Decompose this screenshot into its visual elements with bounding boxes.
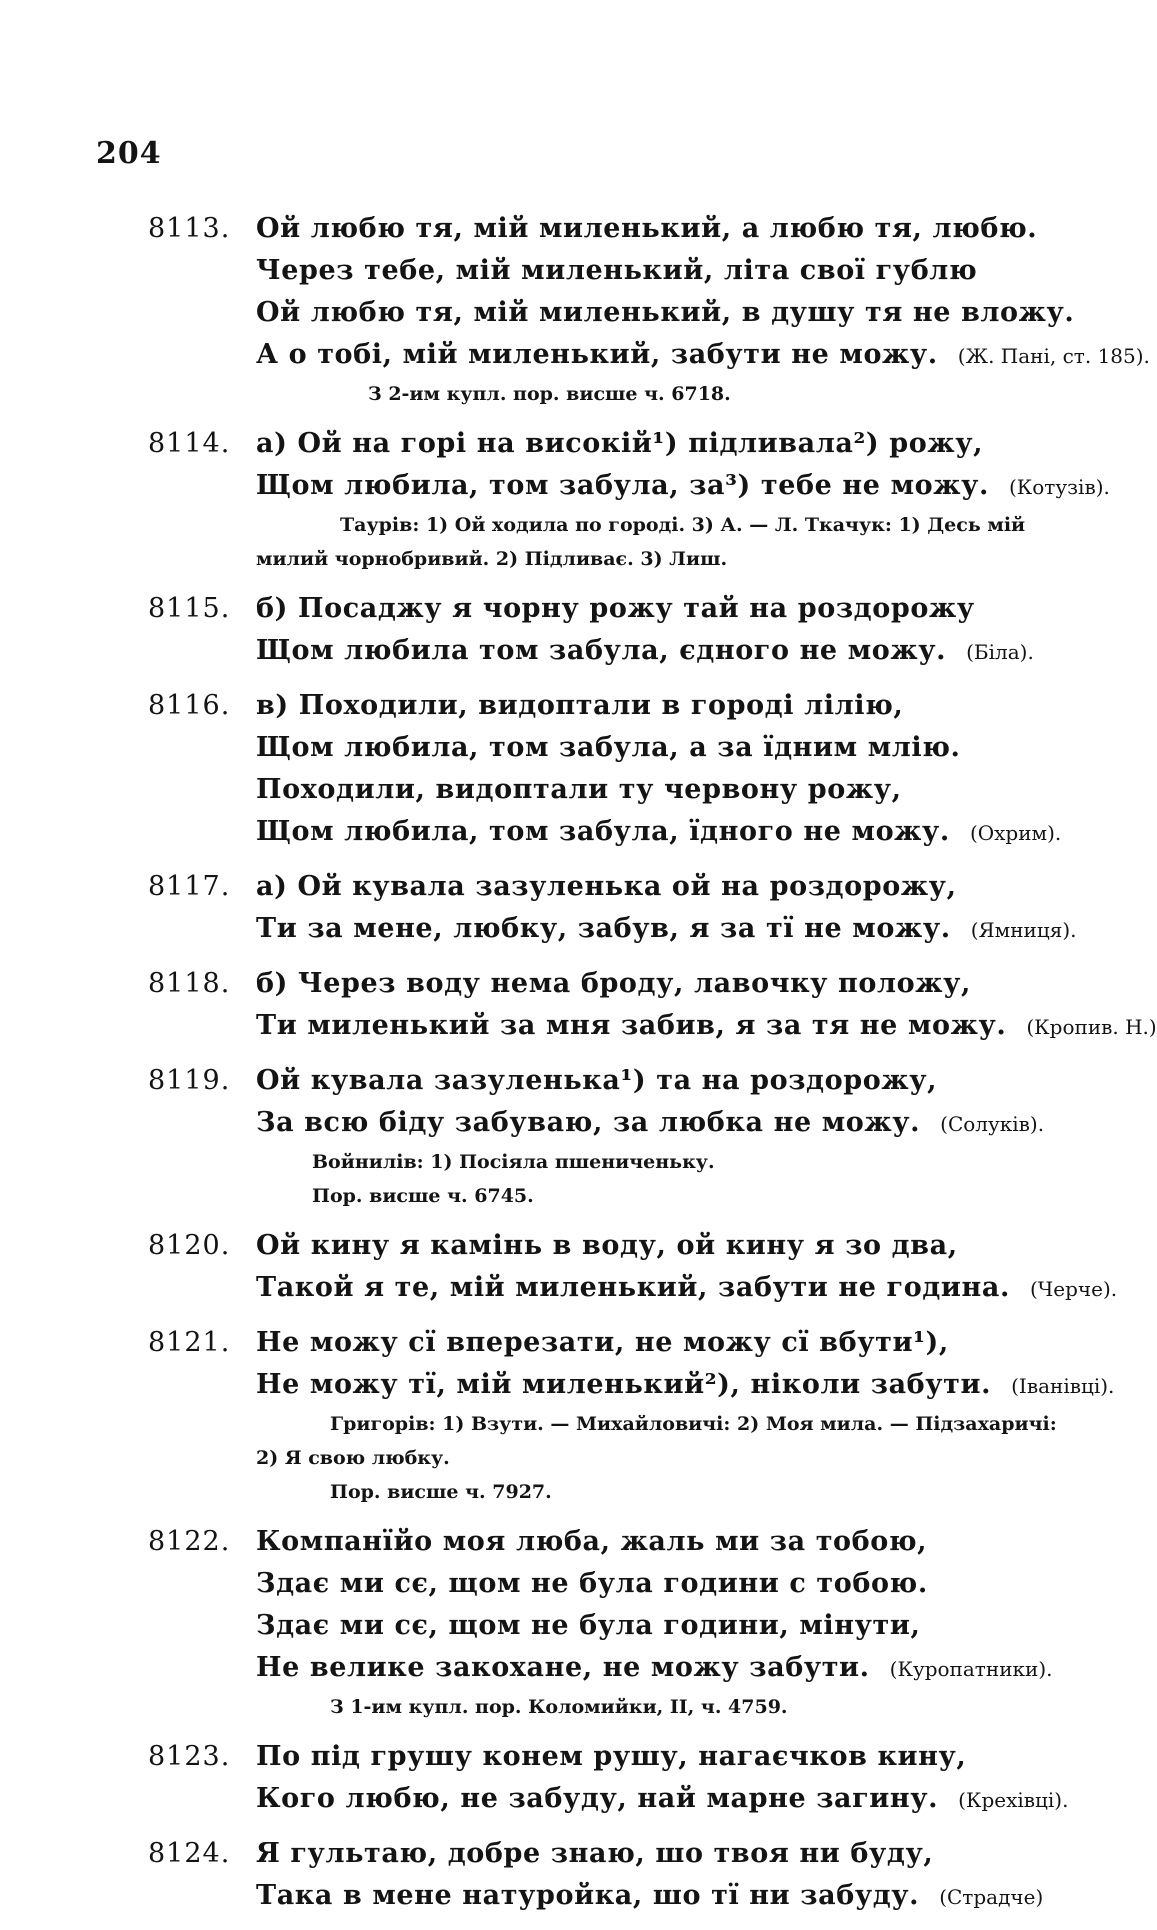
variant-note: 2) Я свою любку. — [256, 1447, 450, 1469]
verse-line: б) Через воду нема броду, лавочку положу, — [256, 968, 972, 999]
verse-line-with-source — [256, 630, 1140, 673]
verse-line: Ой кину я камінь в воду, ой кину я зо два, — [256, 1230, 958, 1261]
verse-line: Ой любю тя, мій миленький, а любю тя, любю. — [256, 213, 1038, 244]
source-label: (Страдче) — [939, 1885, 1044, 1909]
verse-line: Щом любила, том забула, а за їдним млію. — [256, 732, 961, 763]
verse-text: Такой я те, мій миленький, забути не година. — [256, 1272, 1010, 1303]
source-label: (Біла). — [966, 640, 1034, 664]
verse-line: Походили, видоптали ту червону рожу, — [256, 774, 902, 805]
verse-line-with-source — [256, 334, 1150, 377]
entry-8118 — [0, 963, 1157, 1048]
verse-line: а) Ой кувала зазуленька ой на роздорожу, — [256, 871, 957, 902]
verse-text: Щом любила том забула, єдного не можу. — [256, 635, 947, 666]
variant-note: З 2-им купл. пор. висше ч. 6718. — [368, 383, 731, 405]
source-label: (Ж. Пані, ст. 185). — [957, 344, 1150, 368]
source-label: (Куропатники). — [889, 1657, 1053, 1681]
entry-8117 — [0, 866, 1140, 951]
verse-line-with-source — [256, 465, 1140, 508]
verse-entries — [0, 208, 1157, 1930]
entry-8120 — [0, 1225, 1140, 1310]
page-number: 204 — [96, 136, 162, 171]
verse-text: За всю біду забуваю, за любка не можу. — [256, 1107, 921, 1138]
variant-note: Таурів: 1) Ой ходила по городі. 3) А. — Л. Ткачук: 1) Десь мій — [340, 514, 1026, 536]
variant-note: Пор. висше ч. 6745. — [312, 1185, 534, 1207]
source-label: (Черче). — [1030, 1277, 1118, 1301]
verse-line-with-source — [256, 1267, 1140, 1310]
entry-8119 — [0, 1060, 1140, 1213]
entry-number: 8120. — [148, 1230, 231, 1261]
verse-line-with-source — [256, 811, 1140, 854]
verse-line: Через тебе, мій миленький, літа свої гублю — [256, 255, 978, 286]
verse-line: в) Походили, видоптали в городі лілію, — [256, 690, 904, 721]
verse-line-with-source — [256, 908, 1140, 951]
entry-number: 8121. — [148, 1327, 231, 1358]
verse-line-with-source — [256, 1647, 1140, 1690]
verse-line-with-source — [256, 1005, 1157, 1048]
verse-text: Ти миленький за мня забив, я за тя не можу. — [256, 1010, 1007, 1041]
variant-note: Пор. висше ч. 7927. — [330, 1481, 552, 1503]
verse-text: Не велике закохане, не можу забути. — [256, 1652, 870, 1683]
entry-8113 — [0, 208, 1150, 411]
entry-8123 — [0, 1736, 1140, 1821]
entry-8121 — [0, 1322, 1140, 1509]
verse-line-with-source — [256, 1102, 1140, 1145]
source-label: (Іванівці). — [1011, 1374, 1115, 1398]
source-label: (Ямниця). — [970, 918, 1077, 942]
entry-number: 8118. — [148, 968, 231, 999]
entry-number: 8113. — [148, 213, 231, 244]
verse-line-with-source — [256, 1778, 1140, 1821]
verse-text: Не можу тї, мій миленький²), ніколи забути. — [256, 1369, 992, 1400]
verse-text: Кого любю, не забуду, най марне загину. — [256, 1783, 939, 1814]
verse-line: Ой кувала зазуленька¹) та на роздорожу, — [256, 1065, 938, 1096]
entry-number: 8116. — [148, 690, 231, 721]
variant-note: З 1-им купл. пор. Коломийки, II, ч. 4759. — [330, 1696, 788, 1718]
verse-line: Здає ми сє, щом не була години, мінути, — [256, 1610, 921, 1641]
entry-8114 — [0, 423, 1140, 576]
verse-text: Ти за мене, любку, забув, я за тї не можу. — [256, 913, 951, 944]
verse-text: Щом любила, том забула, за³) тебе не можу. — [256, 470, 989, 501]
source-label: (Котузів). — [1008, 475, 1110, 499]
verse-line: Не можу сї вперезати, не можу сї вбути¹), — [256, 1327, 949, 1358]
entry-number: 8124. — [148, 1838, 231, 1869]
entry-8124 — [0, 1833, 1140, 1918]
source-label: (Крехівці). — [958, 1788, 1069, 1812]
entry-8116 — [0, 685, 1140, 854]
entry-8122 — [0, 1521, 1140, 1724]
verse-text: Така в мене натуройка, шо тї ни забуду. — [256, 1880, 920, 1911]
verse-line: Здає ми сє, щом не була години с тобою. — [256, 1568, 928, 1599]
entry-number: 8114. — [148, 428, 231, 459]
verse-line: Ой любю тя, мій миленький, в душу тя не вложу. — [256, 297, 1075, 328]
verse-line-with-source — [256, 1364, 1140, 1407]
verse-text: Щом любила, том забула, їдного не можу. — [256, 816, 950, 847]
entry-8115 — [0, 588, 1140, 673]
variant-note: Войнилів: 1) Посіяла пшениченьку. — [312, 1151, 715, 1173]
verse-line: Я гультаю, добре знаю, шо твоя ни буду, — [256, 1838, 934, 1869]
verse-line: Компанїйо моя люба, жаль ми за тобою, — [256, 1526, 928, 1557]
variant-note: Григорів: 1) Взути. — Михайловичі: 2) Моя мила. — Підзахаричі: — [330, 1413, 1057, 1435]
source-label: (Охрим). — [969, 821, 1062, 845]
entry-number: 8115. — [148, 593, 231, 624]
entry-number: 8117. — [148, 871, 231, 902]
entry-number: 8119. — [148, 1065, 231, 1096]
source-label: (Кропив. Н.) — [1026, 1015, 1157, 1039]
verse-line-with-source — [256, 1875, 1140, 1918]
verse-line: По під грушу конем рушу, нагаєчков кину, — [256, 1741, 967, 1772]
verse-line: а) Ой на горі на високій¹) підливала²) рожу, — [256, 428, 984, 459]
source-label: (Солуків). — [940, 1112, 1045, 1136]
entry-number: 8122. — [148, 1526, 231, 1557]
entry-number: 8123. — [148, 1741, 231, 1772]
variant-note: милий чорнобривий. 2) Підливає. 3) Лиш. — [256, 548, 728, 570]
verse-text: А о тобі, мій миленький, забути не можу. — [256, 339, 938, 370]
verse-line: б) Посаджу я чорну рожу тай на роздорожу — [256, 593, 975, 624]
